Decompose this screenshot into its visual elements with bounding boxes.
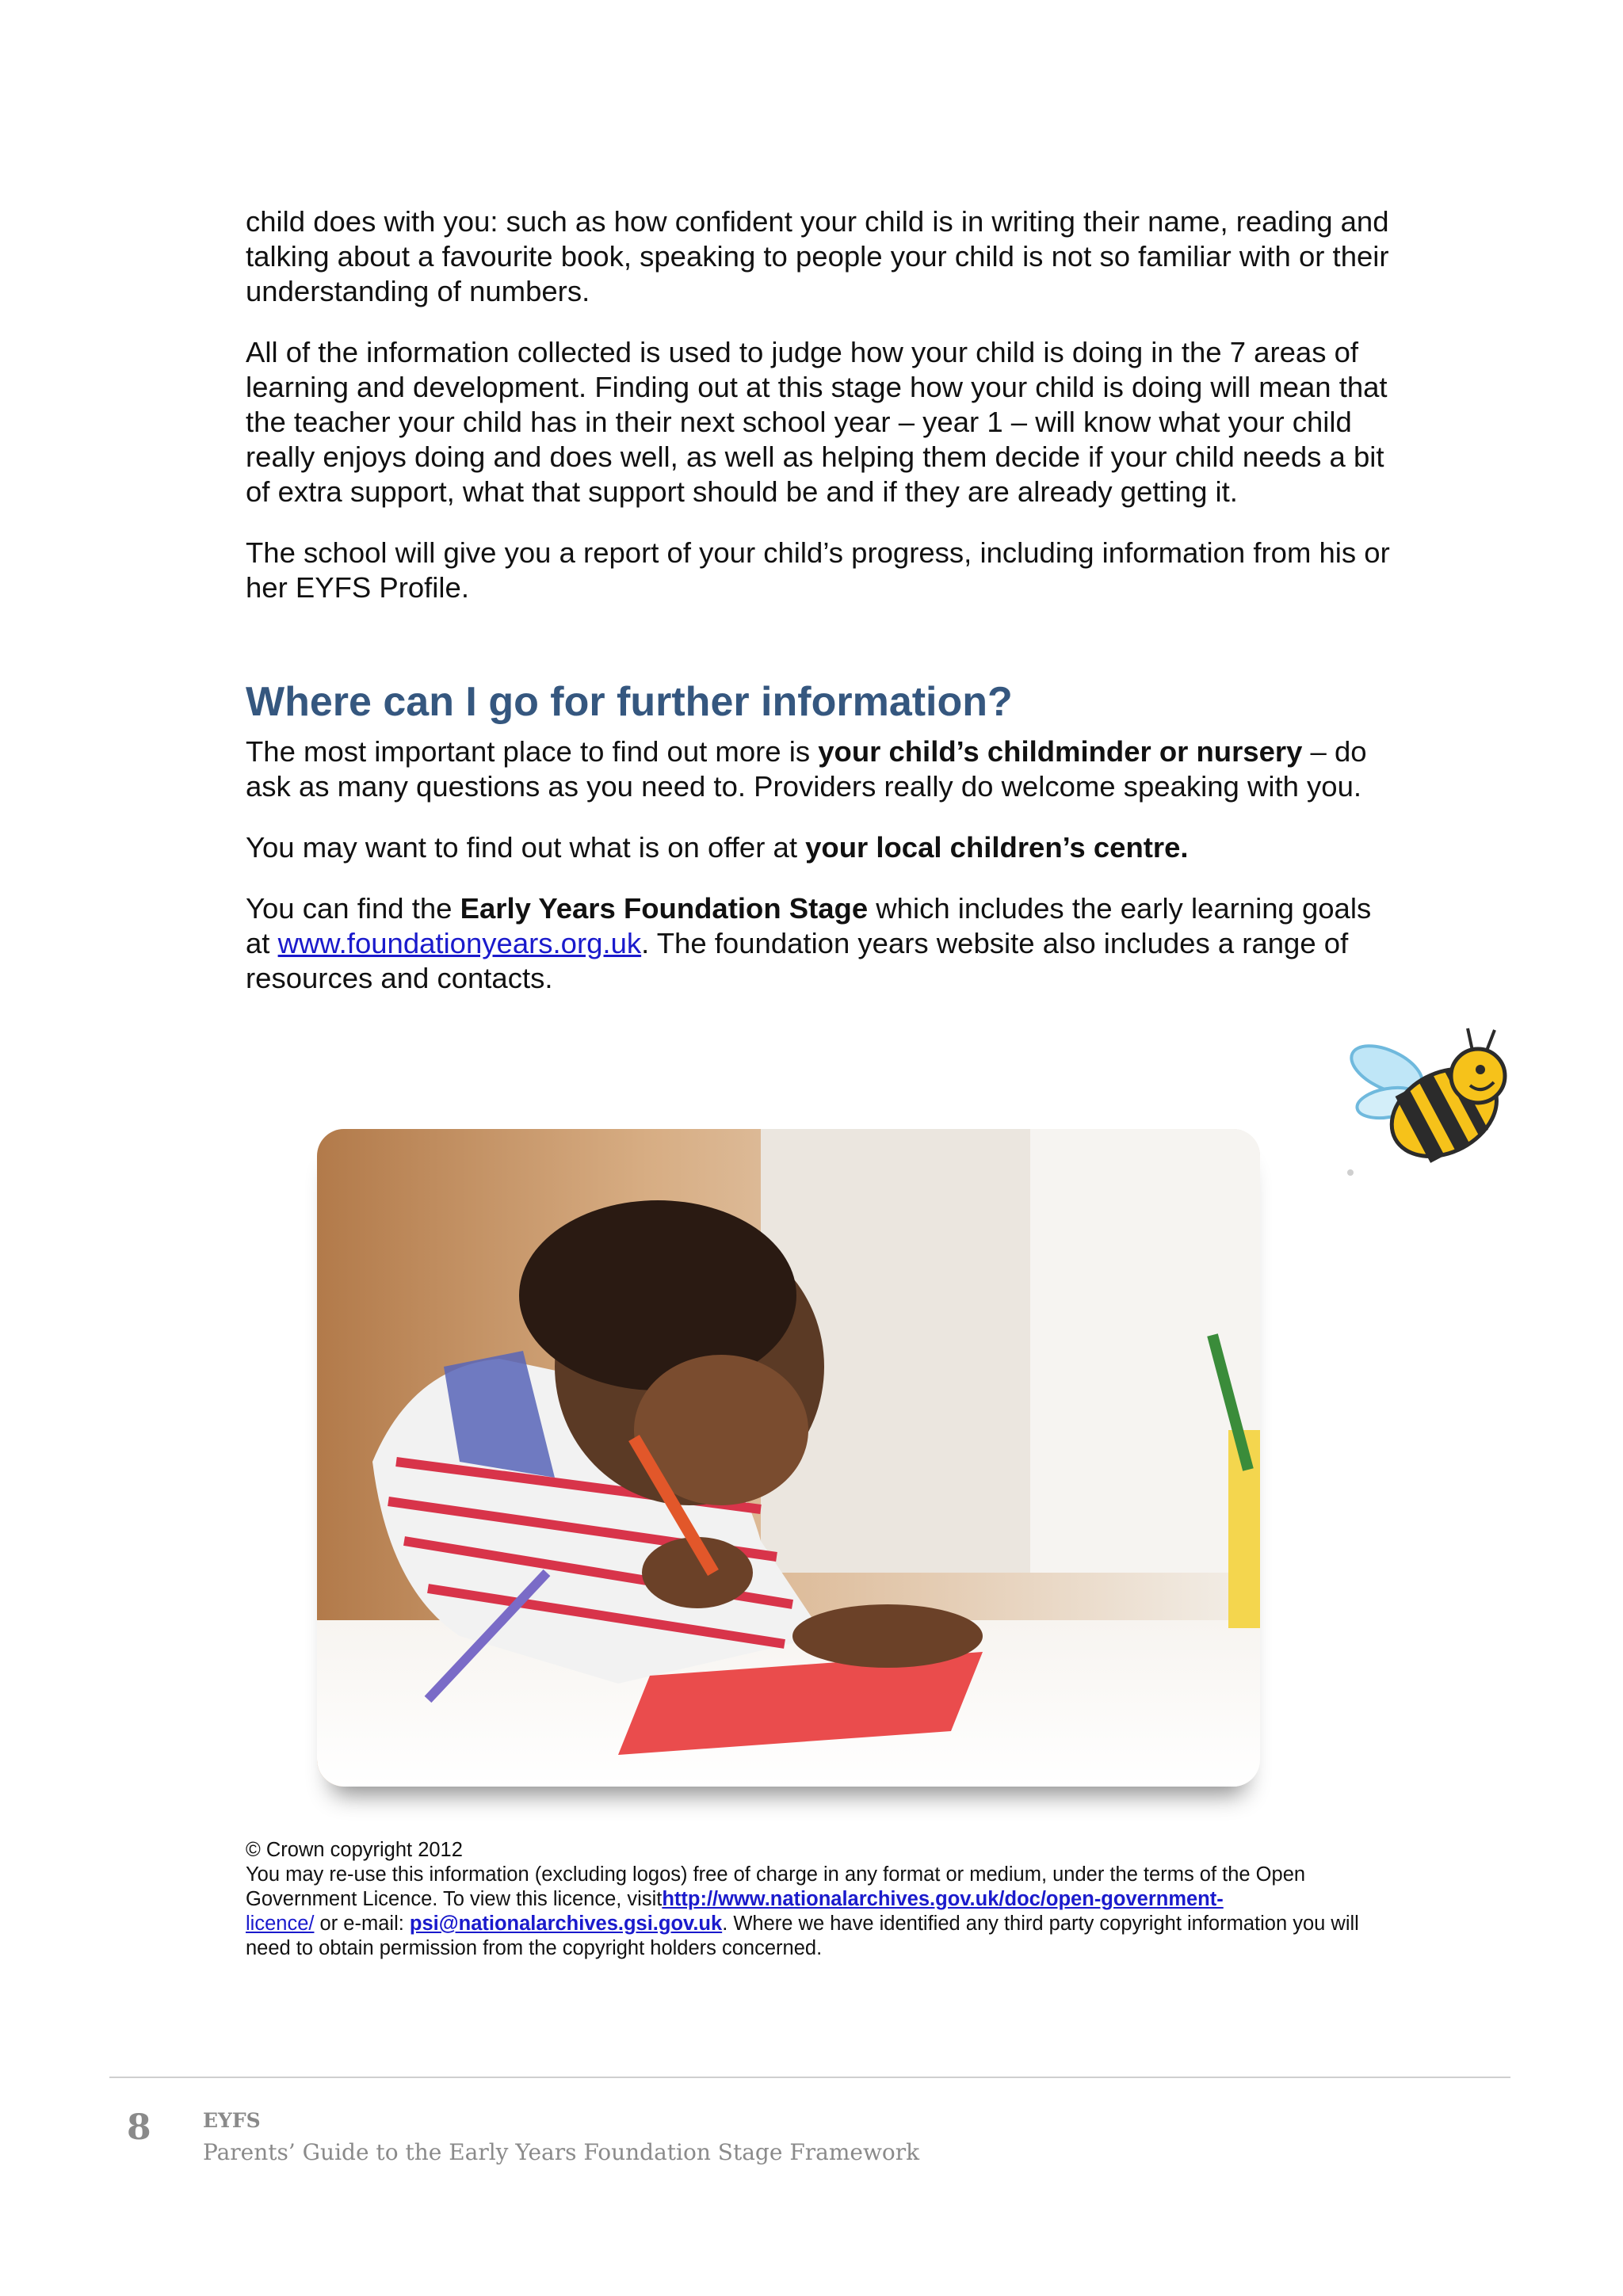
footer-subtitle: Parents’ Guide to the Early Years Foundation Stage Framework — [203, 2139, 920, 2165]
licence-link-continued[interactable]: licence/ — [246, 1913, 315, 1935]
main-content — [246, 204, 1395, 1022]
child-writing-photo — [246, 1113, 1339, 1842]
paragraph-eyfs-profile-continued: child does with you: such as how confident your child is in writing their name, reading and talking about a favourite book, speaking to people your child is not so familiar with or their understanding of numbers. — [246, 205, 1389, 307]
licence-text: You may re-use this information (excluding logos) free of charge in any format or medium, under the terms of the Open Government Licence. To view this licence, visithttp://www.nationalarchives.gov.uk/doc/open-government- licence/ or e-mail: psi@nationalarchives.gsi.gov.uk. Where we have identified any third party copyright information you will need to obtain permission from the copyright holders concerned. — [246, 1863, 1359, 1959]
copyright-line: © Crown copyright 2012 — [246, 1839, 463, 1861]
paragraph-school-report: The school will give you a report of your child’s progress, including information from his or her EYFS Profile. — [246, 536, 1390, 604]
childrens-centre-emphasis: your local children’s centre. — [805, 831, 1189, 864]
copyright-notice — [246, 1838, 1371, 1961]
eyfs-emphasis: Early Years Foundation Stage — [460, 892, 869, 925]
footer-divider — [109, 2077, 1510, 2078]
childminder-emphasis: your child’s childminder or nursery — [818, 735, 1303, 768]
licence-link[interactable]: http://www.nationalarchives.gov.uk/doc/open-government- — [662, 1888, 1224, 1910]
paragraph-information-collected: All of the information collected is used to judge how your child is doing in the 7 areas of learning and development. Finding out at this stage how your child is doing will mean that the teacher your child has in their next school year – year 1 – will know what your child really enjoys doing and does well, as well as helping them decide if your child needs a bit of extra support, what that support should be and if they are already getting it. — [246, 336, 1388, 508]
bee-icon — [1339, 1014, 1529, 1204]
page-number: 8 — [127, 2107, 151, 2148]
bee-illustration — [1339, 1014, 1529, 1204]
paragraph-childrens-centre: You may want to find out what is on offer at your local children’s centre. — [246, 831, 1189, 864]
footer-title: EYFS — [203, 2109, 261, 2132]
photo-image — [317, 1129, 1260, 1787]
email-link[interactable]: psi@nationalarchives.gsi.gov.uk — [409, 1913, 723, 1935]
paragraph-childminder: The most important place to find out more is your child’s childminder or nursery – do ask as many questions as you need to. Providers really do welcome speaking with you. — [246, 735, 1367, 803]
paragraph-foundation-stage: You can find the Early Years Foundation Stage which includes the early learning goals at www.foundationyears.org.uk. The foundation years website also includes a range of resources and contacts. — [246, 892, 1372, 994]
section-heading: Where can I go for further information? — [246, 679, 1013, 725]
foundation-years-link[interactable]: www.foundationyears.org.uk — [277, 927, 642, 959]
